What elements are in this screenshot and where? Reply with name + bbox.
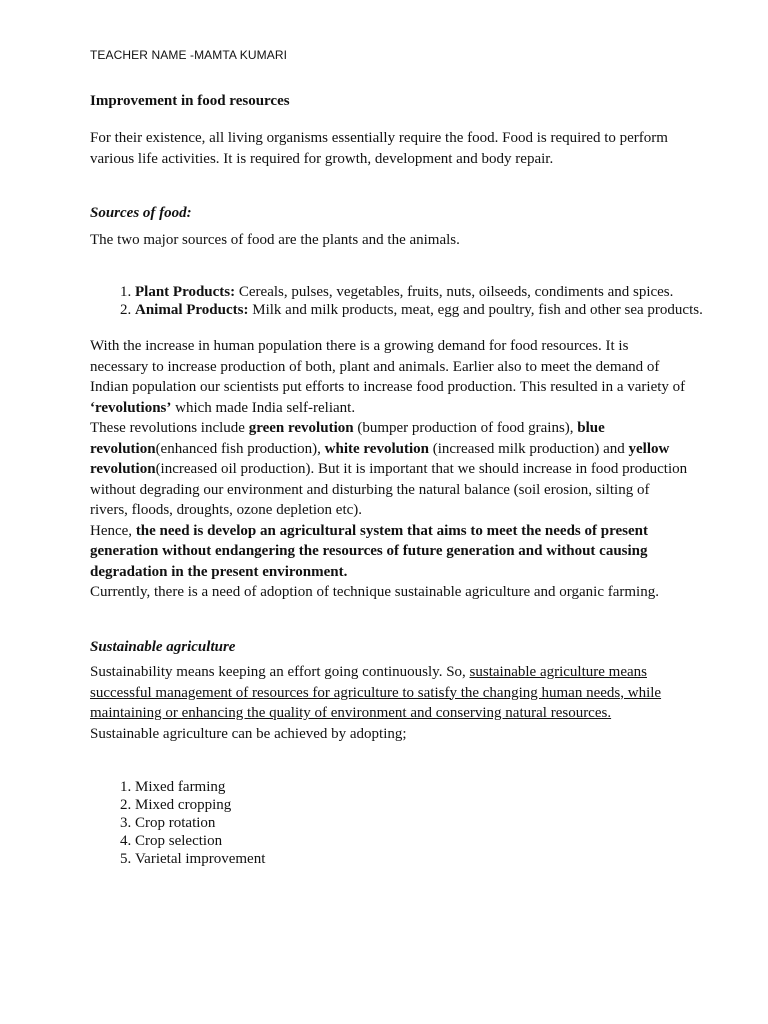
plant-products-label: Plant Products: bbox=[135, 284, 236, 300]
blue-revolution-term: blue revolution bbox=[90, 420, 605, 457]
sustainable-methods-list bbox=[90, 778, 735, 868]
animal-products-label: Animal Products: bbox=[135, 302, 249, 318]
teacher-name-line: TEACHER NAME -MAMTA KUMARI bbox=[90, 48, 288, 62]
sustainability-paragraph bbox=[90, 662, 690, 744]
list-item: 2. Mixed cropping bbox=[135, 796, 735, 814]
revolutions-term: ‘revolutions’ bbox=[90, 399, 172, 416]
list-item: 4. Crop selection bbox=[135, 832, 735, 850]
population-text: With the increase in human population there is a growing demand for food resources. It is necessary to increase production of both, plant and animals. Earlier also to meet the demand of Indian population our scientists put efforts to increase food production. This resulted in a variety of bbox=[90, 338, 686, 395]
revolutions-section bbox=[90, 336, 690, 603]
sources-text: The two major sources of food are the plants and the animals. bbox=[90, 232, 460, 248]
food-sources-list bbox=[90, 283, 735, 319]
sustainability-text: Sustainability means keeping an effort going continuously. So, bbox=[90, 664, 470, 680]
adoption-paragraph: Currently, there is a need of adoption of technique sustainable agriculture and organic farming. bbox=[90, 584, 659, 600]
animal-products-text: Milk and milk products, meat, egg and poultry, fish and other sea products. bbox=[248, 302, 703, 318]
page-title: Improvement in food resources bbox=[90, 93, 290, 109]
sustainable-heading: Sustainable agriculture bbox=[90, 639, 236, 655]
revolutions-text-b: (bumper production of food grains), bbox=[353, 420, 578, 436]
sustainability-adopting-text: Sustainable agriculture can be achieved by adopting; bbox=[90, 725, 407, 742]
population-paragraph bbox=[90, 336, 690, 418]
list-item: 1. Mixed farming bbox=[135, 778, 735, 796]
revolutions-text-a: These revolutions include bbox=[90, 420, 249, 436]
intro-paragraph: For their existence, all living organisms essentially require the food. Food is required to perform various life activities. It is required for growth, development and body repair. bbox=[90, 130, 668, 167]
sources-heading: Sources of food: bbox=[90, 205, 192, 221]
list-item-plant-products bbox=[135, 283, 735, 301]
population-text-end: which made India self-reliant. bbox=[171, 399, 356, 416]
revolutions-text-e: (increased oil production). But it is important that we should increase in food production without degrading our environment and disturbing the natural balance (soil erosion, silting of rivers, floods, droughts, ozone depletion etc). bbox=[90, 461, 688, 518]
sustainable-definition-underlined: sustainable agriculture means successful management of resources for agriculture to satisfy the changing human needs, while maintaining or enhancing the quality of environment and conserving natural resources. bbox=[90, 664, 662, 721]
white-revolution-term: white revolution bbox=[324, 440, 429, 457]
need-paragraph bbox=[90, 521, 690, 583]
revolutions-text-d: (increased milk production) and bbox=[428, 440, 629, 457]
yellow-revolution-term: yellow revolution bbox=[90, 440, 670, 477]
need-statement-bold: the need is develop an agricultural system that aims to meet the needs of present generation without endangering the resources of future generation and without causing degradation in the present environment. bbox=[90, 522, 648, 580]
list-item-animal-products bbox=[135, 301, 735, 319]
list-item: 5. Varietal improvement bbox=[135, 850, 735, 868]
revolutions-paragraph bbox=[90, 418, 690, 521]
plant-products-text: Cereals, pulses, vegetables, fruits, nuts, oilseeds, condiments and spices. bbox=[235, 284, 674, 300]
green-revolution-term: green revolution bbox=[248, 420, 354, 436]
need-text-a: Hence, bbox=[90, 522, 136, 539]
revolutions-text-c: (enhanced fish production), bbox=[155, 440, 325, 457]
list-item: 3. Crop rotation bbox=[135, 814, 735, 832]
